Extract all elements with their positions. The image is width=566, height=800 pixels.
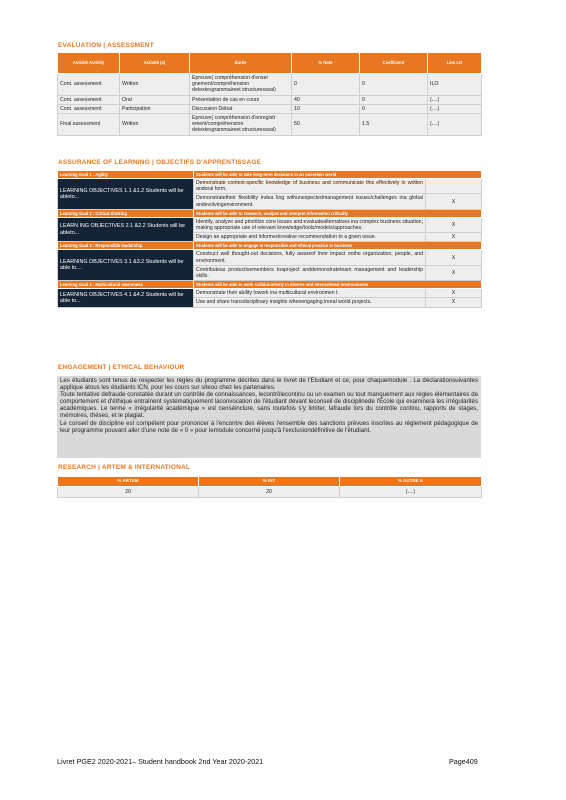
research-header-cell: % INT xyxy=(199,477,340,487)
table-cell: Oral xyxy=(120,95,190,104)
goal-header-row xyxy=(58,209,482,217)
research-header-row xyxy=(58,477,482,487)
table-row xyxy=(58,95,482,104)
evaluation-header-cell: % Note xyxy=(292,53,360,74)
objective-row xyxy=(58,289,482,298)
objective-row xyxy=(58,250,482,265)
goal-header-row xyxy=(58,242,482,250)
goal-description: Students will be able to research, analyse and interpret information critically xyxy=(194,209,482,217)
objective-text: Demonstratetheir flexibility indea ling withunexpectedmanagement issues/challenges ina global andevolvingenvironment. xyxy=(194,194,426,209)
research-header-cell: % AUTRE A xyxy=(340,477,482,487)
table-row xyxy=(58,74,482,96)
footer-title: Livret PGE2 2020-2021– Student handbook 2nd Year 2020-2021 xyxy=(57,757,264,766)
learning-objective-label: LEARNING OBJECTIVES 1.1 &1.2 Students will be ableto... xyxy=(58,179,194,210)
table-cell: Written xyxy=(120,114,190,136)
research-title: RESEARCH | ARTEM & INTERNATIONAL xyxy=(58,464,191,471)
ethics-paragraph: Le conseil de discipline est compétent pour prononcer à l'encontre des élèves l'ensemble des sanctions prévues inscrites au règlement pédagogique de leur programme pouvant aller d'une note de « 0 » pour lemodule concerné jusqu'à l'exclusiondéfinitive de l'étudiant. xyxy=(60,419,478,434)
evaluation-title: EVALUATION | ASSESSMENT xyxy=(58,42,154,49)
learning-objective-label: LEARN ING OBJECTIVES 2.1 &2.2 Students will be ableto... xyxy=(58,217,194,242)
table-cell: Cont. assessment xyxy=(58,95,120,104)
evaluation-header-cell: Coefficient xyxy=(360,53,428,74)
table-cell: Discussion Débat xyxy=(190,104,292,113)
page-number: Page409 xyxy=(449,757,478,766)
learning-objective-label: LEARNING OBJECTIVES 3.1 &3.2 Students will be able to.... xyxy=(58,250,194,281)
table-cell: ILO xyxy=(428,74,482,96)
objective-text: Identify, analyze and prioritize core issues and evaluatealternatives ina complex business situation, making appropriate use of relevant knowledge/tools/models/approaches. xyxy=(194,217,426,232)
table-cell: Final assessment xyxy=(58,114,120,136)
research-table xyxy=(57,476,482,498)
table-cell: Written xyxy=(120,74,190,96)
table-cell: Epreuve( compréhension d'enregistr ement/compréhension detextesgrammaireet structuresssal) xyxy=(190,114,292,136)
objective-mark: X xyxy=(426,233,482,242)
table-cell: 10 xyxy=(292,104,360,113)
objective-text: Construct well thought-out decisions, fully awareof their impact onthe organization, people, and environment. xyxy=(194,250,426,265)
ethics-paragraph: Les étudiants sont tenus de respecter les règles du programme décrites dans le livret de l'Etudiant et ce, pour chaquemodule . La déclarationsuivantes applique àtous les étudiants ICN, pour les cours sur siteou chez les partenaires. xyxy=(60,377,478,392)
table-cell: 0 xyxy=(360,74,428,96)
learning-objective-label: LEARNING OBJECTIVES 4.1 &4.2 Students will be able to... xyxy=(58,289,194,307)
objective-text: Demonstrate context-specific knowledge of business and communicate this effectively in written andoral form. xyxy=(194,179,426,194)
goal-header-row xyxy=(58,171,482,179)
objective-mark: X xyxy=(426,298,482,307)
objective-mark: X xyxy=(426,250,482,265)
table-cell: (....) xyxy=(340,487,482,498)
goal-title: Learning Goal 1 : Agility xyxy=(58,171,194,179)
table-cell: (....) xyxy=(428,95,482,104)
table-cell: 0 xyxy=(360,104,428,113)
evaluation-header-cell: Lien LO xyxy=(428,53,482,74)
table-cell: Cont. assessment xyxy=(58,74,120,96)
objective-mark: X xyxy=(426,265,482,280)
table-cell: 20 xyxy=(199,487,340,498)
objective-text: Design an appropriate and informedcreative recommendation to a given issue. xyxy=(194,233,426,242)
goal-description: Students will be able to engage in responsible and ethical practice in business xyxy=(194,242,482,250)
table-cell: 20 xyxy=(58,487,199,498)
table-cell: 0 xyxy=(292,74,360,96)
table-cell: Cont. assessment xyxy=(58,104,120,113)
objective-mark: X xyxy=(426,194,482,209)
objective-text: Use and share transdisciplinary insights whenengaging inreal world projects. xyxy=(194,298,426,307)
goal-title: Learning Goal 4 : Multicultural awareness xyxy=(58,281,194,289)
objective-mark: X xyxy=(426,217,482,232)
table-cell: Présentation de cas en cours xyxy=(190,95,292,104)
evaluation-header-row xyxy=(58,53,482,74)
table-row xyxy=(58,104,482,113)
assurance-title: ASSURANCE OF LEARNING | OBJECTIFS D'APPRENTISSAGE xyxy=(58,159,262,166)
evaluation-table xyxy=(57,52,482,136)
evaluation-header-cell: Activité Activity xyxy=(58,53,120,74)
objective-mark: X xyxy=(426,289,482,298)
ethics-paragraph: Toute tentative defraude constatée durant un contrôle de connaissances, lecontrôlecontinu ou un examen ou tout manquement aux règles élémentaires de comportement et d'éthique entraînent systématiquement laconvocation de l'étudiant devant leconseil de disciplinede l'École qui examinera les irrégularités académiques. Le terme « irrégularité académique » est censéinclure, sans toutefois s'y limiter, lafraude lors du contrôle continu, rapports de stages, mémoires, thèses, et le plagiat. xyxy=(60,391,478,420)
objective-row xyxy=(58,217,482,232)
goal-header-row xyxy=(58,281,482,289)
evaluation-header-cell: Activité (s) xyxy=(120,53,190,74)
goal-title: Learning Goal 2 : Critical thinking xyxy=(58,209,194,217)
assurance-table xyxy=(57,170,482,308)
objective-row xyxy=(58,179,482,194)
table-cell: Epreuve( compréhension d'ensei gnement/compréhension detextesgrammaireet structuresssal) xyxy=(190,74,292,96)
evaluation-header-cell: Durée xyxy=(190,53,292,74)
ethics-title: ENGAGEMENT | ETHICAL BEHAVIOUR xyxy=(58,364,185,371)
table-cell: (....) xyxy=(428,114,482,136)
table-row xyxy=(58,487,482,498)
table-cell: 50 xyxy=(292,114,360,136)
research-header-cell: % ARTEM xyxy=(58,477,199,487)
table-cell: 1.5 xyxy=(360,114,428,136)
objective-mark xyxy=(426,179,482,194)
table-row xyxy=(58,114,482,136)
goal-description: Students will be able to take long-term decisions in an uncertain world xyxy=(194,171,482,179)
table-cell: 40 xyxy=(292,95,360,104)
table-cell: (....) xyxy=(428,104,482,113)
table-cell: 0 xyxy=(360,95,428,104)
goal-description: Students will be able to work collaboratively in diverse and international environments xyxy=(194,281,482,289)
ethics-text-box xyxy=(57,376,481,458)
table-cell: Participation xyxy=(120,104,190,113)
goal-title: Learning Goal 3 : Responsible leadership xyxy=(58,242,194,250)
objective-text: Demonstrate their ability towork ina multicultural environmen t. xyxy=(194,289,426,298)
objective-text: Contributeas productivemembers toaproject anddemonstrateteam management and leadership skills. xyxy=(194,265,426,280)
